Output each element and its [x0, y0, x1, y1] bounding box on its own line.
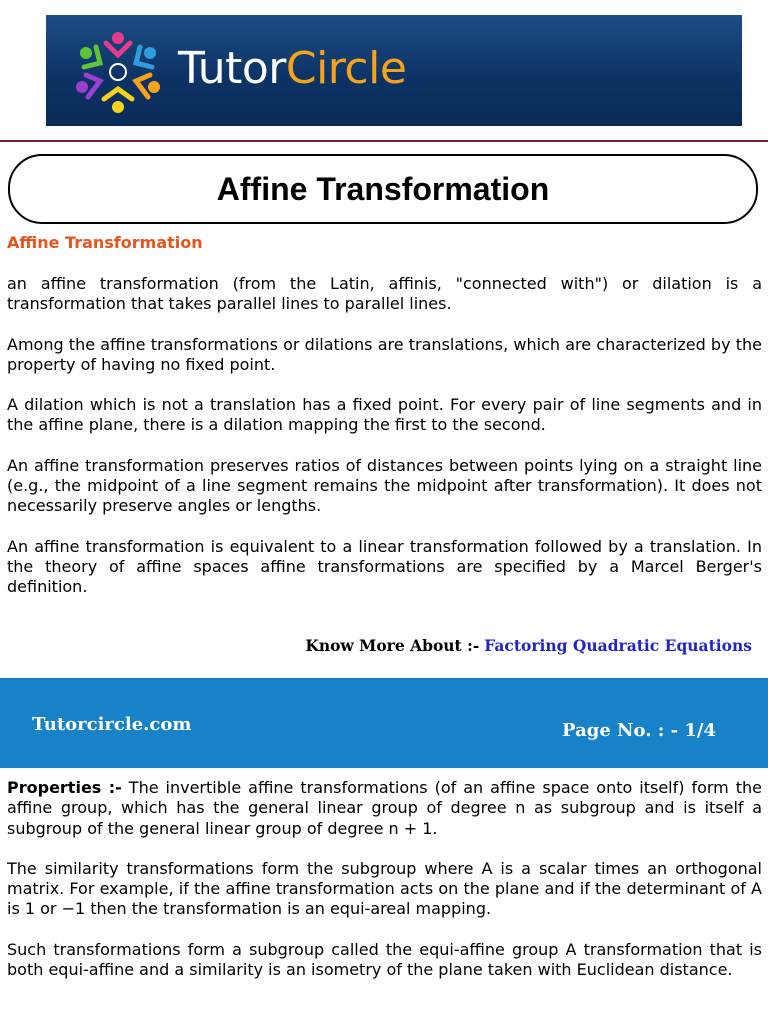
- paragraph: The similarity transformations form the subgroup where A is a scalar times an orthogonal matrix. For example, if the affine transformation acts on the plane and if the determinant of A is 1 or −1 then the transformation is an equi-areal mapping.: [7, 858, 762, 919]
- paragraph: A dilation which is not a translation has a fixed point. For every pair of line segments and in the affine plane, there is a dilation mapping the first to the second.: [7, 395, 762, 435]
- know-more-link[interactable]: Factoring Quadratic Equations: [484, 636, 752, 655]
- section-subheading: Affine Transformation: [7, 233, 203, 252]
- logo-wordmark: [178, 41, 406, 97]
- properties-label: Properties :-: [7, 778, 122, 797]
- intro-section: [7, 274, 762, 618]
- footer-site-link[interactable]: Tutorcircle.com: [32, 714, 192, 735]
- paragraph: Among the affine transformations or dilations are translations, which are characterized by the property of having no fixed point.: [7, 334, 762, 374]
- know-more-line: [305, 636, 752, 655]
- page-title: Affine Transformation: [216, 170, 550, 207]
- paragraph: An affine transformation is equivalent to a linear transformation followed by a translation. In the theory of affine spaces affine transformations are specified by a Marcel Berger's definition.: [7, 536, 762, 597]
- paragraph: An affine transformation preserves ratios of distances between points lying on a straight line (e.g., the midpoint of a line segment remains the midpoint after transformation). It does not necessarily preserve angles or lengths.: [7, 455, 762, 516]
- page-title-box: [8, 154, 758, 224]
- header-divider: [0, 140, 768, 142]
- tutorcircle-logo-icon: [68, 25, 168, 117]
- properties-text: The invertible affine transformations (of an affine space onto itself) form the affine group, which has the general linear group of degree n as subgroup and is itself a subgroup of the general linear group of degree n + 1.: [7, 778, 762, 838]
- properties-paragraph: [7, 778, 762, 839]
- properties-section: [7, 778, 762, 1000]
- paragraph: Such transformations form a subgroup called the equi-affine group A transformation that is both equi-affine and a similarity is an isometry of the plane taken with Euclidean distance.: [7, 939, 762, 980]
- know-more-label: Know More About :-: [305, 636, 480, 655]
- paragraph: an affine transformation (from the Latin, affinis, "connected with") or dilation is a transformation that takes parallel lines to parallel lines.: [7, 274, 762, 314]
- header-banner: [46, 15, 742, 126]
- logo-tutor-text: Tutor: [178, 43, 286, 94]
- logo-circle-text: Circle: [285, 43, 407, 94]
- page-number: Page No. : - 1/4: [562, 720, 716, 741]
